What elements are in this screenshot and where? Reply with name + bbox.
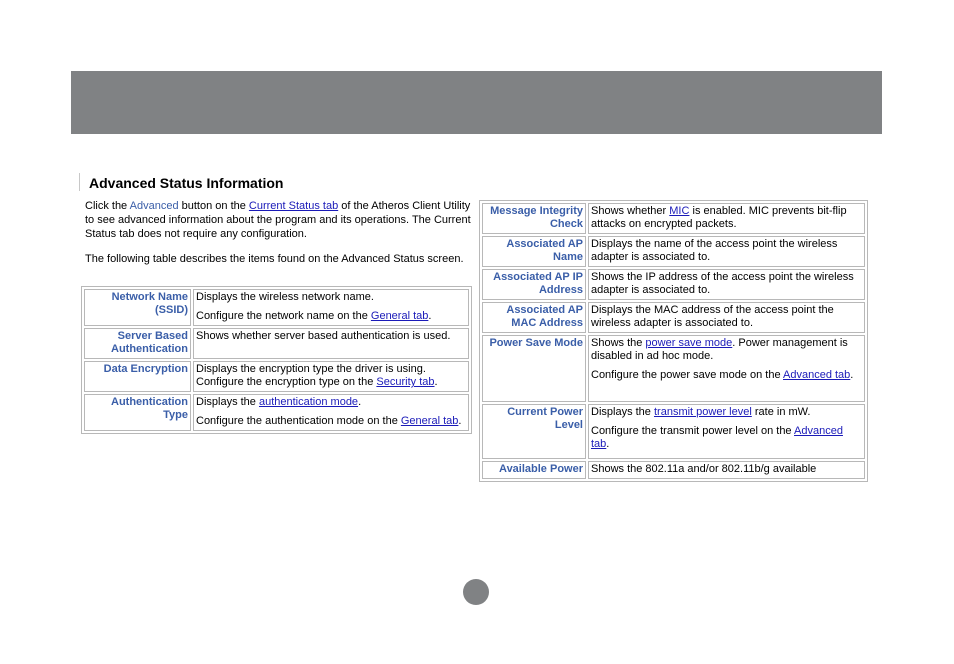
status-table-left — [81, 286, 472, 434]
security-tab-link[interactable]: Security tab — [376, 376, 435, 388]
description-line: Shows whether server based authentication is used. — [196, 330, 451, 342]
description-line: Displays the name of the access point the wireless adapter is associated to. — [591, 238, 838, 263]
description-text: Shows whether — [591, 205, 670, 217]
table-row — [482, 203, 865, 234]
description-text: Configure the authentication mode on the — [196, 415, 401, 427]
description-text: . — [850, 369, 854, 381]
row-description — [193, 394, 469, 431]
table-row — [84, 361, 469, 392]
row-label-network-name: Network Name (SSID) — [84, 289, 191, 326]
row-description — [588, 236, 865, 267]
header-bar — [71, 71, 882, 134]
row-label-ap-ip: Associated AP IP Address — [482, 269, 586, 300]
section-heading: Advanced Status Information — [89, 175, 284, 191]
description-line — [196, 310, 466, 323]
row-description — [588, 269, 865, 300]
row-description — [588, 335, 865, 402]
description-text: . — [434, 376, 438, 388]
description-line: Shows the 802.11a and/or 802.11b/g available — [591, 463, 817, 475]
row-label-available-power: Available Power — [482, 461, 586, 479]
intro-text: button on the — [178, 200, 249, 212]
description-text: . — [606, 438, 610, 450]
table-row — [84, 394, 469, 431]
mic-link[interactable]: MIC — [669, 205, 690, 217]
description-line — [591, 406, 862, 419]
intro-paragraph — [85, 199, 477, 241]
advanced-tab-link[interactable]: Advanced tab — [591, 425, 843, 450]
description-text: . — [428, 310, 432, 322]
description-line: Displays the MAC address of the access point the wireless adapter is associated to. — [591, 304, 834, 329]
authentication-mode-link[interactable]: authentication mode — [258, 396, 359, 408]
page-number-circle — [463, 579, 489, 605]
description-text: . — [458, 415, 462, 427]
row-description — [588, 302, 865, 333]
row-label-server-auth: Server Based Authentication — [84, 328, 191, 359]
description-text: . — [358, 396, 362, 408]
margin-mark — [79, 173, 80, 191]
description-text: is enabled. MIC prevents bit-flip attacks on encrypted packets. — [591, 205, 847, 230]
table-row — [482, 461, 865, 479]
intro-text: of the Atheros Client Utility to see advanced information about the program and its operations. The Current Status tab does not require any configuration. — [85, 200, 471, 240]
description-text: Displays the encryption type the driver is using. — [196, 363, 426, 375]
table-row — [84, 328, 469, 359]
row-description — [588, 461, 865, 479]
row-description — [193, 289, 469, 326]
row-description — [193, 361, 469, 392]
table-description-paragraph: The following table describes the items found on the Advanced Status screen. — [85, 253, 464, 265]
status-table-right — [479, 200, 868, 482]
description-line — [591, 425, 862, 451]
advanced-tab-link[interactable]: Advanced tab — [783, 369, 851, 381]
row-label-data-encryption: Data Encryption — [84, 361, 191, 392]
description-text: Configure the transmit power level on the — [591, 425, 795, 437]
row-label-ap-mac: Associated AP MAC Address — [482, 302, 586, 333]
table-row — [482, 335, 865, 402]
description-text: Displays the — [196, 396, 259, 408]
row-label-current-power: Current Power Level — [482, 404, 586, 459]
row-label-auth-type: Authentication Type — [84, 394, 191, 431]
row-description — [588, 203, 865, 234]
intro-text: Click the — [85, 200, 130, 212]
row-label-ap-name: Associated AP Name — [482, 236, 586, 267]
table-row — [482, 269, 865, 300]
power-save-mode-link[interactable]: power save mode — [645, 337, 733, 349]
description-text: Configure the power save mode on the — [591, 369, 784, 381]
transmit-power-level-link[interactable]: transmit power level — [653, 406, 752, 418]
description-line — [196, 396, 466, 409]
row-label-power-save: Power Save Mode — [482, 335, 586, 402]
table-row — [84, 289, 469, 326]
advanced-button-reference: Advanced — [129, 200, 179, 212]
description-line — [591, 369, 862, 382]
description-line — [591, 205, 862, 231]
description-text: . Power management is disabled in ad hoc mode. — [591, 337, 848, 362]
description-line — [196, 363, 466, 389]
table-row — [482, 404, 865, 459]
description-line — [591, 337, 862, 363]
description-line — [196, 415, 466, 428]
row-label-mic: Message Integrity Check — [482, 203, 586, 234]
current-status-tab-link[interactable]: Current Status tab — [248, 200, 339, 212]
description-text: Displays the — [591, 406, 654, 418]
description-line: Shows the IP address of the access point the wireless adapter is associated to. — [591, 271, 854, 296]
row-description — [588, 404, 865, 459]
row-description — [193, 328, 469, 359]
description-text: Shows the — [591, 337, 646, 349]
description-text: Configure the encryption type on the — [196, 376, 377, 388]
table-row — [482, 236, 865, 267]
description-text: rate in mW. — [751, 406, 811, 418]
general-tab-link[interactable]: General tab — [370, 310, 429, 322]
description-line: Displays the wireless network name. — [196, 291, 374, 303]
general-tab-link[interactable]: General tab — [400, 415, 459, 427]
description-text: Configure the network name on the — [196, 310, 371, 322]
table-row — [482, 302, 865, 333]
